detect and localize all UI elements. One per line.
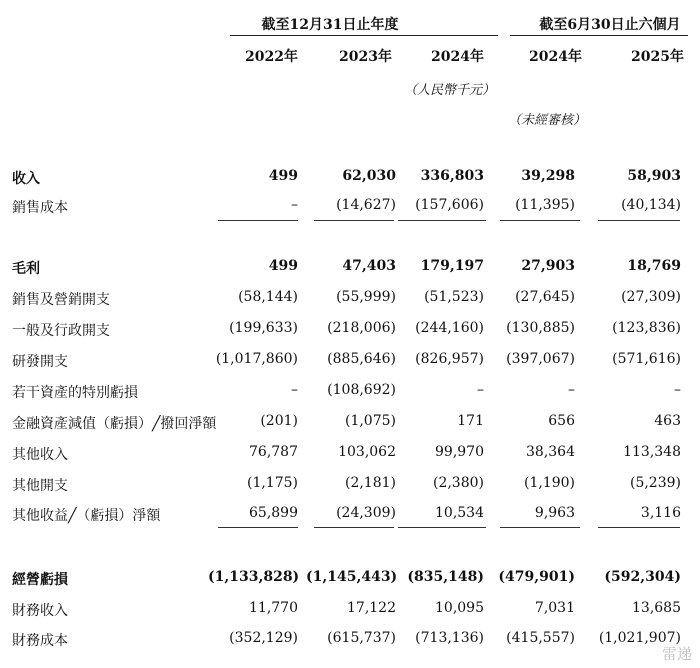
row-value: (157,606) (415, 197, 484, 213)
statement-row (0, 285, 700, 311)
row-value: 7,031 (534, 600, 575, 616)
row-label: 其他收入 (12, 447, 68, 463)
subtotal-rule (598, 527, 680, 528)
subtotal-rule (398, 220, 486, 221)
row-value: 47,403 (342, 258, 396, 274)
subtotal-rule (218, 220, 298, 221)
row-label: 財務收入 (12, 603, 68, 619)
row-label: 銷售及營銷開支 (12, 292, 110, 308)
row-value: (1,190) (523, 475, 575, 491)
year-2024: 2024年 (431, 49, 484, 65)
row-label: 研發開支 (12, 354, 68, 370)
row-label: 其他收益╱（虧損）淨額 (12, 508, 161, 524)
row-value: (592,304) (604, 569, 681, 585)
row-value: 9,963 (534, 505, 575, 521)
header-year-end-underline (230, 35, 498, 36)
row-value: (1,175) (246, 475, 298, 491)
row-value: 38,364 (526, 444, 575, 460)
header-year-end: 截至12月31日止年度 (261, 17, 399, 33)
row-value: 99,970 (435, 444, 484, 460)
row-label: 財務成本 (12, 633, 68, 649)
row-value: (397,067) (506, 351, 575, 367)
row-value: (123,836) (612, 320, 681, 336)
row-value: (5,239) (629, 475, 681, 491)
row-value: – (291, 197, 298, 213)
subtotal-rule (500, 527, 580, 528)
row-value: (615,737) (327, 630, 396, 646)
statement-row (0, 501, 700, 527)
header-six-month-underline (510, 35, 688, 36)
subtotal-rule (598, 220, 680, 221)
row-value: 10,095 (435, 600, 484, 616)
row-value: – (291, 382, 298, 398)
row-value: (835,148) (407, 569, 484, 585)
subtotal-rule (314, 220, 394, 221)
row-value: 62,030 (342, 168, 396, 184)
row-value: 3,116 (640, 505, 681, 521)
statement-row (0, 193, 700, 219)
unaudited-label: （未經審核） (508, 113, 587, 128)
row-label: 收入 (12, 171, 40, 187)
row-label: 若干資產的特別虧損 (12, 385, 138, 401)
subtotal-rule (500, 220, 580, 221)
row-value: 463 (654, 413, 681, 429)
row-value: (199,633) (229, 320, 298, 336)
statement-row (0, 596, 700, 622)
row-label: 其他開支 (12, 478, 68, 494)
row-value: 10,534 (435, 505, 484, 521)
row-value: (1,075) (344, 413, 396, 429)
row-value: 39,298 (521, 168, 575, 184)
row-value: (415,557) (506, 630, 575, 646)
row-label: 一般及行政開支 (12, 323, 110, 339)
row-value: (55,999) (336, 289, 396, 305)
row-value: (713,136) (415, 630, 484, 646)
row-value: 27,903 (521, 258, 575, 274)
row-value: – (477, 382, 484, 398)
row-value: 499 (268, 168, 298, 184)
unit-label: （人民幣千元） (404, 83, 496, 98)
row-value: 656 (548, 413, 575, 429)
subtotal-rule (314, 527, 394, 528)
row-value: 65,899 (249, 505, 298, 521)
row-value: (24,309) (336, 505, 396, 521)
statement-row (0, 164, 700, 190)
subtotal-rule (218, 527, 298, 528)
row-value: (27,645) (515, 289, 575, 305)
row-value: 103,062 (338, 444, 396, 460)
row-value: (1,133,828) (208, 569, 300, 585)
row-value: 499 (268, 258, 298, 274)
row-value: (479,901) (498, 569, 575, 585)
row-value: 179,197 (420, 258, 484, 274)
year-2024-h1: 2024年 (529, 49, 582, 65)
row-value: (352,129) (229, 630, 298, 646)
statement-row (0, 565, 700, 591)
statement-row (0, 378, 700, 404)
statement-row (0, 347, 700, 373)
row-value: 17,122 (347, 600, 396, 616)
row-value: (826,957) (415, 351, 484, 367)
statement-row (0, 626, 700, 652)
statement-row (0, 440, 700, 466)
row-value: (201) (260, 413, 298, 429)
row-value: (1,145,443) (306, 569, 398, 585)
statement-row (0, 471, 700, 497)
header-six-month: 截至6月30日止六個月 (539, 17, 681, 33)
row-value: (571,616) (612, 351, 681, 367)
row-value: (130,885) (506, 320, 575, 336)
row-value: (885,646) (327, 351, 396, 367)
row-value: (1,021,907) (598, 630, 681, 646)
row-value: 336,803 (420, 168, 484, 184)
row-value: (58,144) (238, 289, 298, 305)
row-value: (244,160) (415, 320, 484, 336)
row-value: 171 (457, 413, 484, 429)
row-value: 11,770 (249, 600, 298, 616)
row-value: (108,692) (327, 382, 396, 398)
row-value: (40,134) (621, 197, 681, 213)
row-value: (1,017,860) (215, 351, 298, 367)
row-label: 經營虧損 (12, 572, 68, 588)
statement-row (0, 254, 700, 280)
row-value: (11,395) (515, 197, 575, 213)
row-value: (14,627) (336, 197, 396, 213)
year-2025-h1: 2025年 (631, 49, 684, 65)
year-2023: 2023年 (339, 49, 392, 65)
row-value: (2,380) (432, 475, 484, 491)
watermark: 雷递 (661, 645, 692, 663)
row-label: 金融資產減值（虧損）╱撥回淨額 (12, 416, 217, 432)
year-2022: 2022年 (245, 49, 298, 65)
row-value: 13,685 (632, 600, 681, 616)
row-value: 58,903 (627, 168, 681, 184)
row-value: 18,769 (627, 258, 681, 274)
row-label: 銷售成本 (12, 200, 68, 216)
row-value: – (568, 382, 575, 398)
row-value: (218,006) (327, 320, 396, 336)
statement-row (0, 409, 700, 435)
row-value: 76,787 (249, 444, 298, 460)
row-value: 113,348 (623, 444, 681, 460)
row-value: (2,181) (344, 475, 396, 491)
row-value: – (674, 382, 681, 398)
subtotal-rule (398, 527, 486, 528)
row-value: (51,523) (424, 289, 484, 305)
statement-row (0, 316, 700, 342)
row-label: 毛利 (12, 261, 40, 277)
row-value: (27,309) (621, 289, 681, 305)
